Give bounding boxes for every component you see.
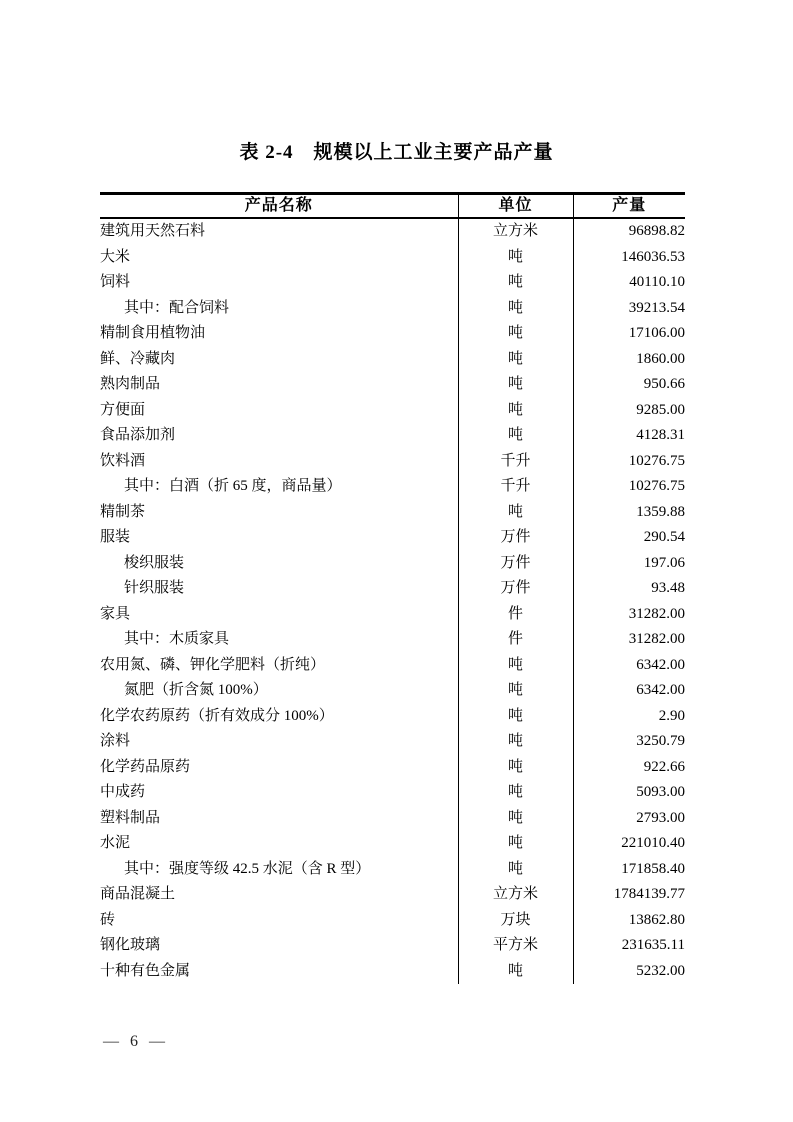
table-row (100, 933, 685, 959)
table-row (100, 780, 685, 806)
unit-cell: 吨 (458, 398, 573, 424)
output-value-cell: 197.06 (643, 554, 685, 571)
table-row (100, 729, 685, 755)
product-name-cell: 商品混凝土 (100, 882, 458, 908)
unit-cell: 件 (458, 627, 573, 653)
product-name-cell: 化学农药原药（折有效成分 100%） (100, 704, 458, 730)
product-name-cell: 钢化玻璃 (100, 933, 458, 959)
table-row (100, 525, 685, 551)
table-row (100, 959, 685, 985)
table-row (100, 218, 685, 245)
unit-cell: 吨 (458, 678, 573, 704)
unit-cell: 立方米 (458, 218, 573, 245)
product-name-cell: 食品添加剂 (100, 423, 458, 449)
unit-cell: 吨 (458, 653, 573, 679)
output-value-cell: 6342.00 (636, 656, 685, 673)
output-value-cell: 93.48 (651, 580, 685, 596)
col-header-unit: 单位 (458, 194, 573, 219)
output-value-cell: 3250.79 (636, 733, 685, 749)
product-name-cell: 农用氮、磷、钾化学肥料（折纯） (100, 653, 458, 679)
unit-cell: 平方米 (458, 933, 573, 959)
table-row (100, 627, 685, 653)
product-name-cell: 精制茶 (100, 500, 458, 526)
table-row (100, 423, 685, 449)
unit-cell: 吨 (458, 321, 573, 347)
product-name-cell: 其中：木质家具 (100, 627, 458, 653)
col-header-output: 产量 (573, 194, 685, 219)
output-value-cell: 1860.00 (636, 350, 685, 367)
unit-cell: 吨 (458, 959, 573, 985)
product-name-cell: 其中：强度等级 42.5 水泥（含 R 型） (100, 857, 458, 883)
output-value-cell: 290.54 (643, 529, 685, 545)
product-name-cell: 家具 (100, 602, 458, 628)
output-value-cell: 9285.00 (636, 401, 685, 418)
table-row (100, 551, 685, 577)
output-value-cell: 10276.75 (628, 478, 685, 494)
table-row (100, 704, 685, 730)
unit-cell: 立方米 (458, 882, 573, 908)
table-row (100, 296, 685, 322)
table-row (100, 372, 685, 398)
output-value-cell: 17106.00 (628, 325, 685, 341)
product-name-cell: 其中：配合饲料 (100, 296, 458, 322)
unit-cell: 千升 (458, 474, 573, 500)
output-value-cell: 31282.00 (628, 631, 685, 647)
unit-cell: 吨 (458, 296, 573, 322)
output-value-cell: 13862.80 (628, 911, 685, 928)
product-name-cell: 十种有色金属 (100, 959, 458, 985)
table-row (100, 321, 685, 347)
table-row (100, 806, 685, 832)
table-row (100, 678, 685, 704)
product-name-cell: 方便面 (100, 398, 458, 424)
unit-cell: 吨 (458, 500, 573, 526)
output-value-cell: 2793.00 (636, 809, 685, 826)
output-value-cell: 10276.75 (628, 452, 685, 469)
product-name-cell: 砖 (100, 908, 458, 934)
output-value-cell: 39213.54 (628, 299, 685, 316)
unit-cell: 万块 (458, 908, 573, 934)
unit-cell: 吨 (458, 245, 573, 271)
unit-cell: 吨 (458, 780, 573, 806)
output-value-cell: 5093.00 (636, 784, 685, 800)
table-row (100, 245, 685, 271)
unit-cell: 万件 (458, 551, 573, 577)
product-name-cell: 建筑用天然石料 (100, 218, 458, 245)
output-value-cell: 1359.88 (636, 503, 685, 520)
product-name-cell: 水泥 (100, 831, 458, 857)
table-row (100, 831, 685, 857)
output-value-cell: 950.66 (643, 376, 685, 392)
unit-cell: 吨 (458, 372, 573, 398)
table-row (100, 449, 685, 475)
output-value-cell: 4128.31 (636, 427, 685, 443)
unit-cell: 吨 (458, 270, 573, 296)
output-value-cell: 31282.00 (628, 605, 685, 622)
output-value-cell: 40110.10 (629, 274, 685, 290)
product-name-cell: 其中：白酒（折 65 度，商品量） (100, 474, 458, 500)
product-name-cell: 饮料酒 (100, 449, 458, 475)
table-header-row (100, 194, 685, 219)
table-row (100, 500, 685, 526)
unit-cell: 吨 (458, 806, 573, 832)
output-value-cell: 96898.82 (628, 223, 685, 239)
product-name-cell: 塑料制品 (100, 806, 458, 832)
unit-cell: 吨 (458, 423, 573, 449)
product-name-cell: 涂料 (100, 729, 458, 755)
product-name-cell: 化学药品原药 (100, 755, 458, 781)
table-row (100, 602, 685, 628)
product-name-cell: 饲料 (100, 270, 458, 296)
unit-cell: 吨 (458, 704, 573, 730)
unit-cell: 件 (458, 602, 573, 628)
product-name-cell: 服装 (100, 525, 458, 551)
table-row (100, 857, 685, 883)
table-row (100, 398, 685, 424)
product-name-cell: 大米 (100, 245, 458, 271)
output-value-cell: 5232.00 (636, 962, 685, 979)
col-header-product-name: 产品名称 (100, 194, 458, 219)
output-value-cell: 171858.40 (621, 860, 685, 877)
table-row (100, 908, 685, 934)
product-name-cell: 梭织服装 (100, 551, 458, 577)
unit-cell: 吨 (458, 831, 573, 857)
product-name-cell: 中成药 (100, 780, 458, 806)
output-value-cell: 221010.40 (621, 835, 685, 851)
unit-cell: 万件 (458, 576, 573, 602)
output-value-cell: 2.90 (658, 707, 685, 724)
table-row (100, 474, 685, 500)
table-row (100, 653, 685, 679)
table-row (100, 347, 685, 373)
products-table (100, 192, 685, 984)
unit-cell: 吨 (458, 857, 573, 883)
product-name-cell: 精制食用植物油 (100, 321, 458, 347)
page-title: 表 2-4 规模以上工业主要产品产量 (239, 142, 554, 163)
unit-cell: 吨 (458, 347, 573, 373)
product-name-cell: 氮肥（折含氮 100%） (100, 678, 458, 704)
product-name-cell: 针织服装 (100, 576, 458, 602)
product-name-cell: 鲜、冷藏肉 (100, 347, 458, 373)
output-value-cell: 6342.00 (636, 682, 685, 698)
output-value-cell: 231635.11 (621, 937, 685, 953)
output-value-cell: 146036.53 (621, 248, 685, 265)
unit-cell: 千升 (458, 449, 573, 475)
table-body (100, 218, 685, 984)
page-number: — 6 — (103, 1033, 165, 1050)
table-row (100, 755, 685, 781)
output-value-cell: 1784139.77 (613, 886, 685, 902)
unit-cell: 吨 (458, 729, 573, 755)
output-value-cell: 922.66 (643, 758, 685, 775)
unit-cell: 吨 (458, 755, 573, 781)
table-row (100, 576, 685, 602)
product-name-cell: 熟肉制品 (100, 372, 458, 398)
table-row (100, 882, 685, 908)
table-row (100, 270, 685, 296)
unit-cell: 万件 (458, 525, 573, 551)
